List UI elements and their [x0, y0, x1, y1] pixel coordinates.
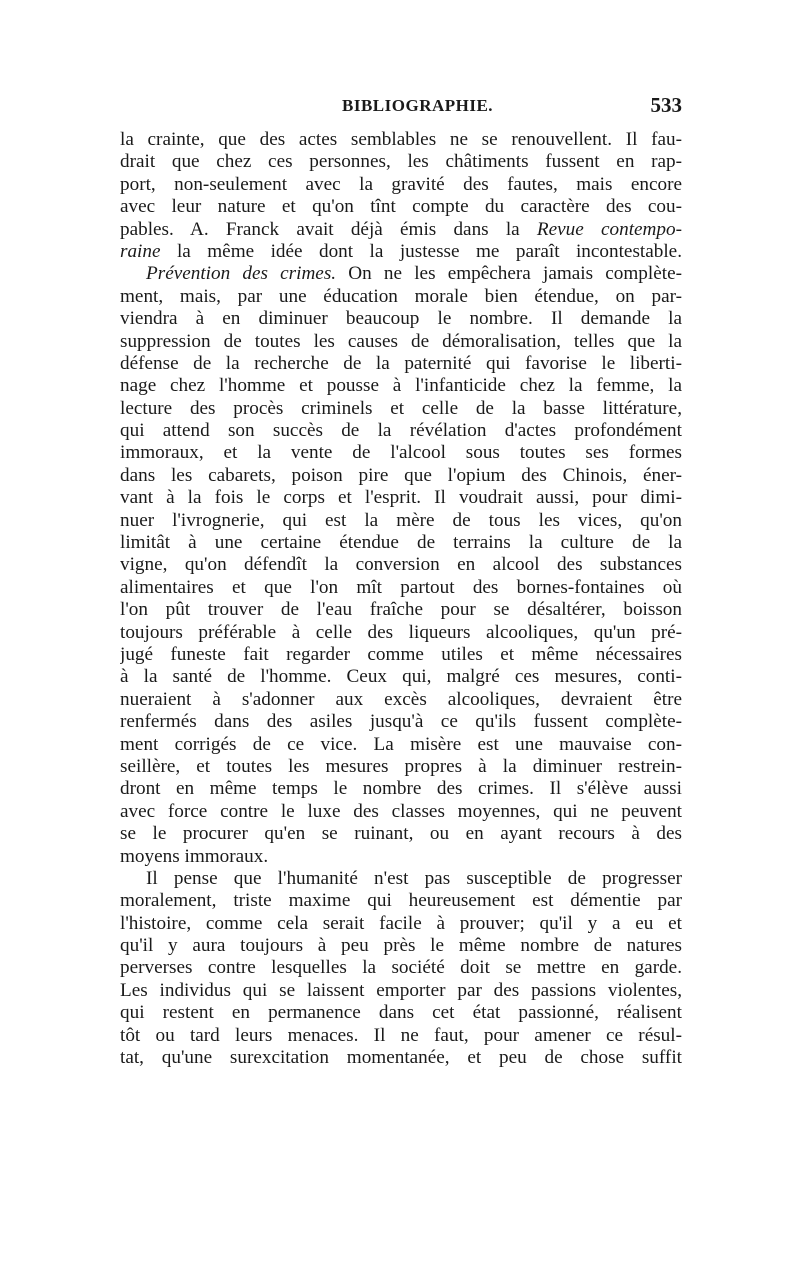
text-line-28: ment corrigés de ce vice. La misère est une mauvaise con- — [120, 733, 682, 755]
text-line-20: vigne, qu'on défendît la conversion en alcool des substances — [120, 554, 682, 576]
text-line-32: se le procurer qu'en se ruinant, ou en ayant recours à des — [120, 823, 682, 845]
text-line-19: limitât à une certaine étendue de terrains la culture de la — [120, 532, 682, 554]
text-line-26: nueraient à s'adonner aux excès alcooliques, devraient être — [120, 688, 682, 710]
text-line-7-rest: On ne les empêchera jamais complète- — [336, 263, 682, 285]
running-head: BIBLIOGRAPHIE. — [342, 96, 494, 115]
text-line-30: dront en même temps le nombre des crimes. Il s'élève aussi — [120, 778, 682, 800]
revue-title-part-1: Revue contempo- — [536, 218, 682, 240]
text-line-25: à la santé de l'homme. Ceux qui, malgré ces mesures, conti- — [120, 666, 682, 688]
text-line-33: moyens immoraux. — [120, 845, 269, 867]
text-line-34: Il pense que l'humanité n'est pas susceptible de progresser — [146, 867, 682, 889]
text-line-12: nage chez l'homme et pousse à l'infanticide chez la femme, la — [120, 375, 682, 397]
revue-title-part-2: raine — [120, 240, 161, 262]
text-line-8: ment, mais, par une éducation morale bien étendue, on par- — [120, 285, 682, 307]
text-line-31: avec force contre le luxe des classes moyennes, qui ne peuvent — [120, 800, 682, 822]
text-line-41: tôt ou tard leurs menaces. Il ne faut, pour amener ce résul- — [120, 1024, 682, 1046]
text-line-1: la crainte, que des actes semblables ne se renouvellent. Il fau- — [120, 129, 682, 150]
text-line-18: nuer l'ivrognerie, qui est la mère de tous les vices, qu'on — [120, 509, 682, 531]
text-line-37: qu'il y aura toujours à peu près le même nombre de natures — [120, 935, 682, 957]
text-line-5-start: pables. A. Franck avait déjà émis dans la — [120, 218, 537, 240]
body-text — [120, 129, 682, 1069]
text-line-23: toujours préférable à celle des liqueurs alcooliques, qu'un pré- — [120, 621, 682, 643]
text-line-10: suppression de toutes les causes de démoralisation, telles que la — [120, 330, 682, 352]
text-line-14: qui attend son succès de la révélation d'actes profondément — [120, 420, 682, 442]
text-line-6 — [120, 241, 682, 263]
text-line-38: perverses contre lesquelles la société doit se mettre en garde. — [120, 957, 682, 979]
text-line-35: moralement, triste maxime qui heureusement est démentie par — [120, 890, 682, 912]
text-line-13: lecture des procès criminels et celle de la basse littérature, — [120, 397, 682, 419]
page-number: 533 — [650, 93, 682, 117]
text-line-40: qui restent en permanence dans cet état passionné, réalisent — [120, 1002, 682, 1024]
text-line-39: Les individus qui se laissent emporter par des passions violentes, — [120, 979, 682, 1001]
text-line-17: vant à la fois le corps et l'esprit. Il voudrait aussi, pour dimi- — [120, 487, 682, 509]
section-heading-prevention: Prévention des crimes. — [146, 263, 337, 285]
text-line-42: tat, qu'une surexcitation momentanée, et peu de chose suffit — [120, 1047, 682, 1069]
text-line-16: dans les cabarets, poison pire que l'opium des Chinois, éner- — [120, 464, 682, 486]
text-line-2: drait que chez ces personnes, les châtiments fussent en rap- — [120, 151, 682, 173]
text-line-29: seillère, et toutes les mesures propres à la diminuer restrein- — [120, 755, 682, 777]
text-line-15: immoraux, et la vente de l'alcool sous toutes ses formes — [120, 442, 682, 464]
text-line-24: jugé funeste fait regarder comme utiles et même nécessaires — [120, 643, 682, 665]
text-line-11: défense de la recherche de la paternité qui favorise le liberti- — [120, 352, 682, 374]
text-line-21: alimentaires et que l'on mît partout des bornes-fontaines où — [120, 576, 682, 598]
text-line-27: renfermés dans des asiles jusqu'à ce qu'ils fussent complète- — [120, 711, 682, 733]
text-line-6-rest: la même idée dont la justesse me paraît incontestable. — [160, 240, 682, 262]
text-line-36: l'histoire, comme cela serait facile à prouver; qu'il y a eu et — [120, 912, 682, 934]
text-line-4: avec leur nature et qu'on tînt compte du caractère des cou- — [120, 196, 682, 218]
page-header — [120, 93, 682, 126]
text-line-9: viendra à en diminuer beaucoup le nombre. Il demande la — [120, 308, 682, 330]
text-line-22: l'on pût trouver de l'eau fraîche pour se désaltérer, boisson — [120, 599, 682, 621]
text-line-3: port, non-seulement avec la gravité des fautes, mais encore — [120, 173, 682, 195]
text-line-7 — [120, 263, 682, 285]
text-line-5 — [120, 219, 682, 241]
